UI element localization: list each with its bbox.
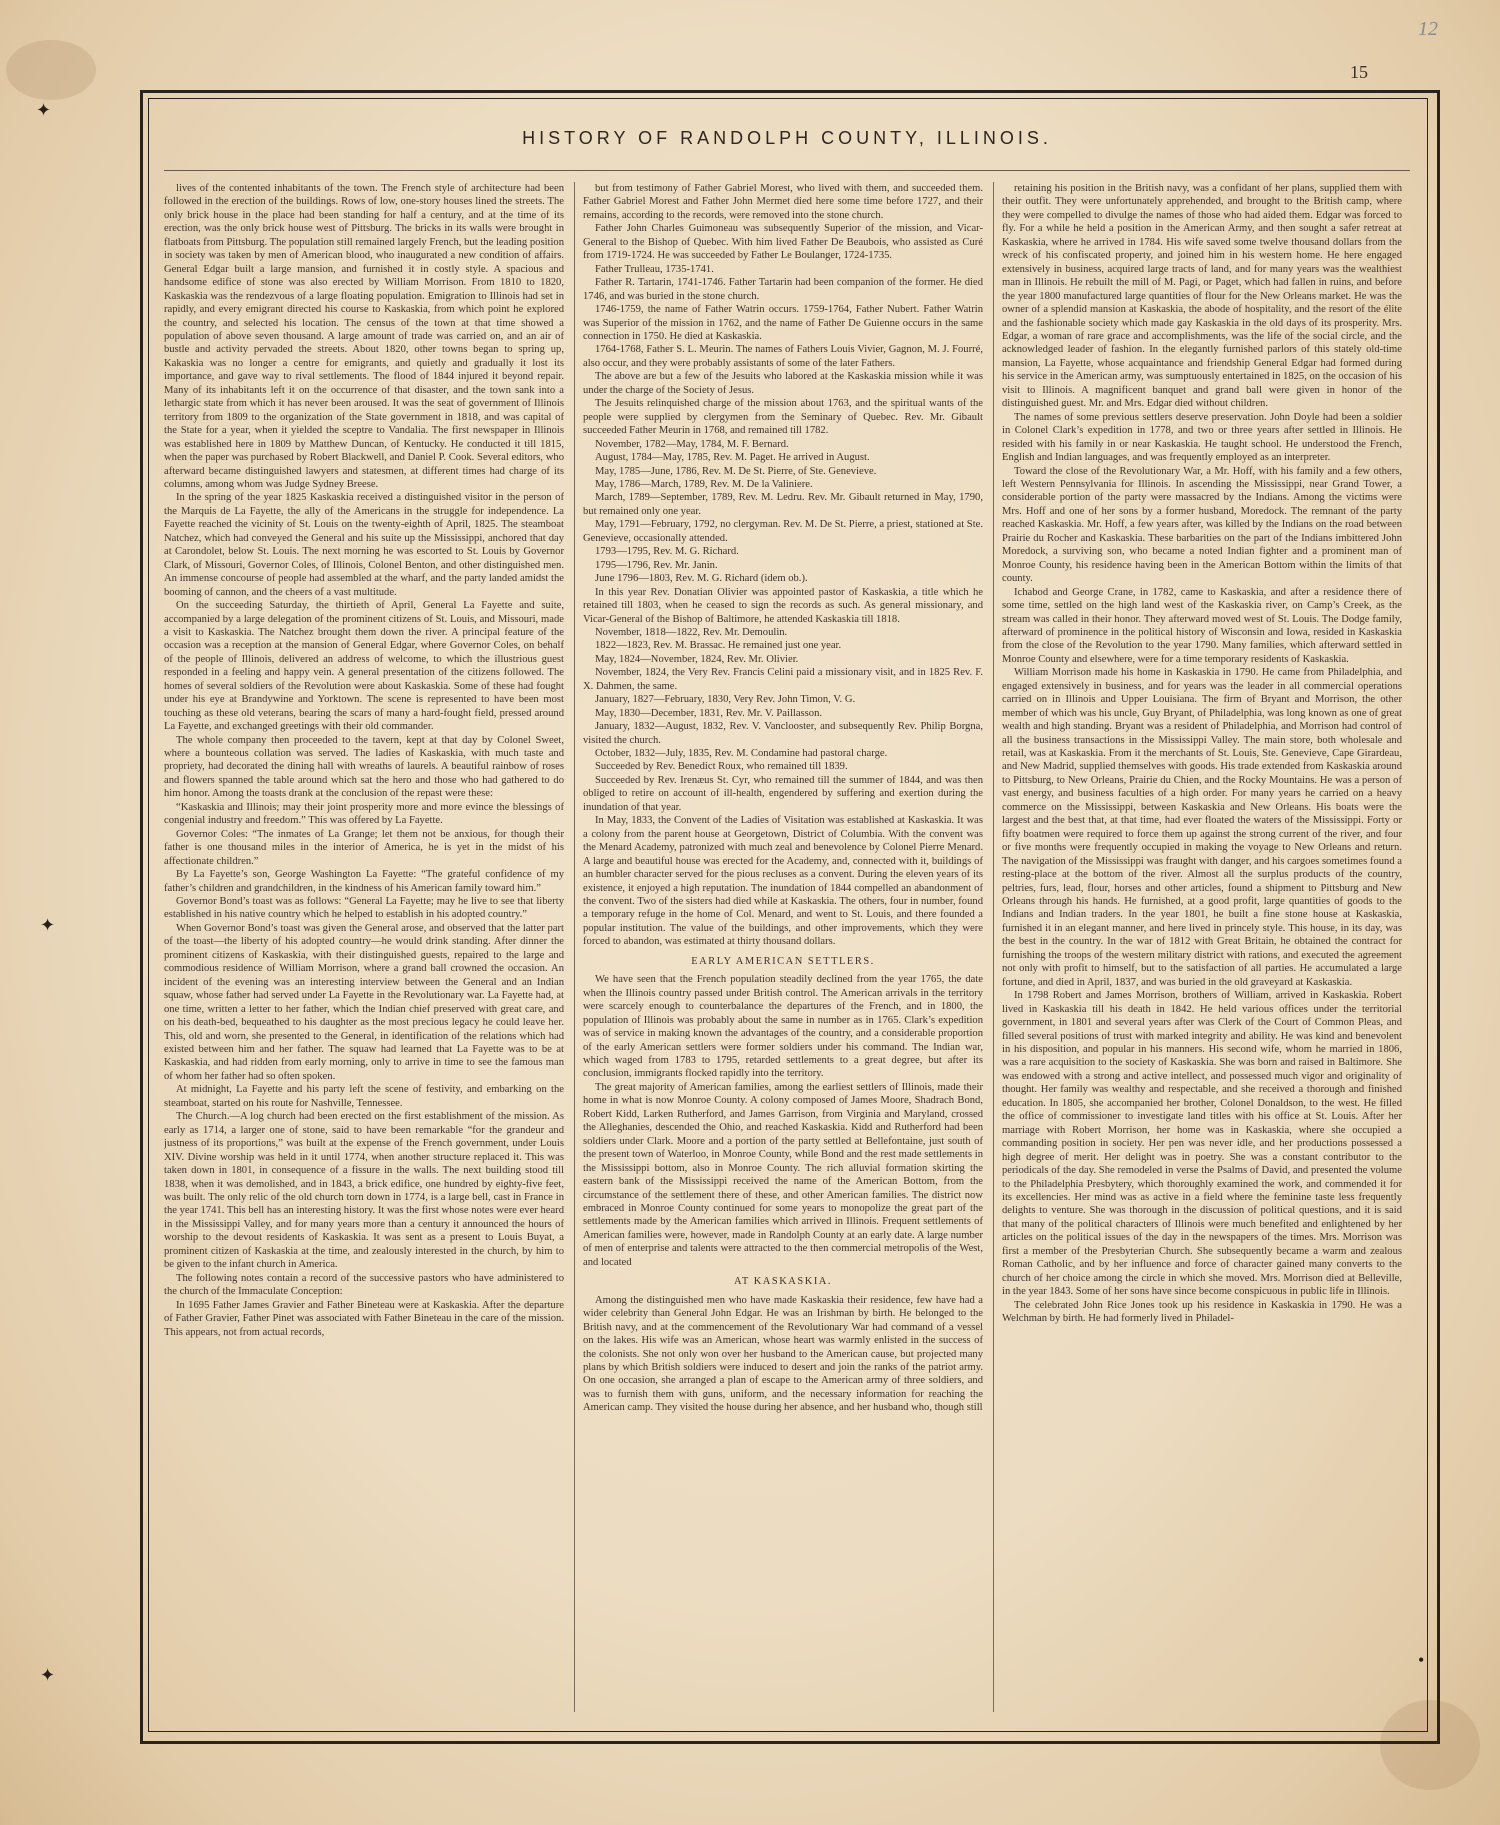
text-column-3 (1002, 182, 1402, 1712)
paragraph: 1764-1768, Father S. L. Meurin. The names of Fathers Louis Vivier, Gagnon, M. J. Fourré, also occur, and they were probably assistants of some of the later Fathers. (583, 344, 983, 369)
page-number: 15 (1350, 62, 1368, 82)
paragraph: November, 1824, the Very Rev. Francis Celini paid a missionary visit, and in 1825 Rev. F. X. Dahmen, the same. (583, 667, 983, 692)
paragraph: The Church.—A log church had been erected on the first establishment of the mission. As early as 1714, a larger one of stone, said to have been remarkable “for the grandeur and justness of its proportions,” was built at the expense of the French government, under Louis XIV. Divine worship was held in it until 1774, when another structure replaced it. This was taken down in 1801, in consequence of a fissure in the walls. The next building stood till 1838, when it was demolished, and in 1843, a brick edifice, one hundred by eighty-five feet, was built. The only relic of the old church torn down in 1774, is a large bell, cast in France in the year 1741. This bell has an interesting history. It was the first whose notes were ever heard in the Mississippi Valley, and for many years more than a century it announced the hours of worship to the devout residents of Kaskaskia. It was sent as a present to Louis Buyat, a prominent citizen of Kaskaskia at the time, and zealously interested in the church, by him to be given to the infant church in America. (164, 1111, 564, 1271)
paragraph: May, 1791—February, 1792, no clergyman. Rev. M. De St. Pierre, a priest, stationed at Ste. Genevieve, occasionally attended. (583, 519, 983, 544)
paragraph: 1793—1795, Rev. M. G. Richard. (595, 546, 739, 558)
paragraph: The names of some previous settlers deserve preservation. John Doyle had been a soldier in Colonel Clark’s expedition in 1778, and two or three years after settled in Illinois. He resided with his family in or near Kaskaskia. He taught school. He understood the French, English and Indian languages, and was frequently employed as an interpreter. (1002, 411, 1402, 464)
column-divider (574, 182, 575, 1712)
paragraph: Father Trulleau, 1735-1741. (595, 263, 714, 275)
tack-mark: ✦ (40, 1665, 56, 1685)
column-divider (993, 182, 994, 1712)
paragraph: The Jesuits relinquished charge of the mission about 1763, and the spiritual wants of the people were supplied by clergymen from the Seminary of Quebec. Rev. Mr. Gibault succeeded Father Meurin in 1768, and remained till 1782. (583, 398, 983, 437)
section-heading: EARLY AMERICAN SETTLERS. (691, 955, 875, 967)
paragraph: May, 1830—December, 1831, Rev. Mr. V. Paillasson. (595, 707, 823, 719)
paragraph: In this year Rev. Donatian Olivier was appointed pastor of Kaskaskia, a title which he retained till 1803, when he ceased to sign the records as such. As general missionary, and Vicar-General of the Bishop of Baltimore, he attended Kaskaskia till 1818. (583, 586, 983, 625)
text-column-1 (164, 182, 564, 1712)
paragraph: but from testimony of Father Gabriel Morest, who lived with them, and succeeded them. Father Gabriel Morest and Father John Mermet died here some time before 1727, and their remains, according to the records, were removed into the stone church. (583, 183, 983, 221)
paragraph: May, 1824—November, 1824, Rev. Mr. Olivier. (595, 653, 799, 665)
paragraph: Succeeded by Rev. Irenæus St. Cyr, who remained till the summer of 1844, and was then obliged to retire on account of ill-health, engendered by suffering and exertion during the inundation of that year. (583, 774, 983, 813)
paragraph: January, 1827—February, 1830, Very Rev. John Timon, V. G. (595, 694, 856, 706)
stain-mark (6, 40, 96, 100)
paragraph: By La Fayette’s son, George Washington La Fayette: “The grateful confidence of my father’s children and grandchildren, in the kindness of his American family toward him.” (164, 869, 564, 894)
paragraph: The whole company then proceeded to the tavern, kept at that day by Colonel Sweet, where a bounteous collation was served. The ladies of Kaskaskia, with much taste and propriety, had decorated the dining hall with wreaths of laurels. A beautiful rainbow of roses and flowers spanned the table around which sat the hero and those who had gathered to do him honor. Among the toasts drank at the conclusion of the repast were these: (164, 734, 564, 800)
paragraph: When Governor Bond’s toast was given the General arose, and observed that the latter part of the toast—the liberty of his adopted country—he would drink standing. After dinner the prominent citizens of Kaskaskia, with their distinguished guests, repaired to the large and commodious residence of William Morrison, where a grand ball crowned the occasion. An incident of the evening was an interesting interview between the General and an Indian squaw, whose father had served under La Fayette in the Revolutionary war. La Fayette had, at one time, written a letter to her father, which the Indian chief preserved with great care, and on his death-bed, bequeathed to his daughter as the most precious legacy he could leave her. This, old and worn, she presented to the General, in identification of the relations which had existed between him and her father. The squaw had learned that La Fayette was to be at Kaskaskia, and had ridden from early morning, only to arrive in time to see the famous man of whom her father had so often spoken. (164, 922, 564, 1082)
paragraph: Father R. Tartarin, 1741-1746. Father Tartarin had been companion of the former. He died 1746, and was buried in the stone church. (583, 277, 983, 302)
paragraph: In the spring of the year 1825 Kaskaskia received a distinguished visitor in the person of the Marquis de La Fayette, the ally of the Americans in the struggle for independence. La Fayette reached the vicinity of St. Louis on the twenty-eighth of April, 1825. The steamboat Natchez, which had conveyed the General and his suite up the Mississippi, anchored that day at Carondolet, below St. Louis. The next morning he was escorted to St. Louis by Governor Clark, of Missouri, Governor Coles, of Illinois, Colonel Benton, and other distinguished men. An immense concourse of people had assembled at the wharf, and the party landed amidst the booming of cannon, and the cheers of a vast multitude. (164, 492, 564, 598)
paragraph: William Morrison made his home in Kaskaskia in 1790. He came from Philadelphia, and engaged extensively in business, and for years was the leader in all commercial operations carried on in Illinois and Upper Louisiana. The firm of Bryant and Morrison, the other member of which was his uncle, Guy Bryant, of Philadelphia, was long known as one of great wealth and high standing. Bryant was a resident of Philadelphia, and Morrison had control of all the business transactions in the Mississippi Valley. The main store, both wholesale and retail, was at Kaskaskia. From it the merchants of St. Louis, Ste. Genevieve, Cape Girardeau, and New Madrid, supplied themselves with goods. His trade extended from Kaskaskia around to Pittsburg, to New Orleans, Prairie du Chien, and the Rocky Mountains. He was a person of vast energy, and business faculties of a high order. For many years he carried on a heavy commerce on the Mississippi, between Kaskaskia and New Orleans. His boats were the largest and the best that, at that time, had ever floated the waters of the Mississippi. Forty or fifty boatmen were required to force them up against the strong current of the river, and four or five months were frequently occupied in making the voyage to New Orleans and return. The navigation of the Mississippi was fraught with danger, and his cargoes sometimes found a resting-place at the bottom of the river. Almost all the surplus products of the country, peltries, furs, lead, flour, horses and other articles, found a shipment to Pittsburg and New Orleans through his hands. He furnished, at a good profit, large quantities of goods to the Indians and Indian traders. In the year 1801, he built a fine stone house at Kaskaskia, furnished it in an elegant manner, and here lived in princely style. This house, in its day, was the best in the country. In the war of 1812 with Great Britain, he obtained the contract for furnishing the troops of the western military district with rations, and executed the agreement not only with profit to himself, but to the satisfaction of all parties. He accumulated a large fortune, and died in April, 1837, and was buried in the old graveyard at Kaskaskia. (1002, 667, 1402, 988)
paragraph: August, 1784—May, 1785, Rev. M. Paget. He arrived in August. (595, 452, 870, 464)
paragraph: In 1798 Robert and James Morrison, brothers of William, arrived in Kaskaskia. Robert lived in Kaskaskia till his death in 1842. He held various offices under the territorial government, in 1801 and several years after was Clerk of the Court of Common Pleas, and filled several positions of trust with marked integrity and ability. He was kind and benevolent in his disposition, and popular in his manners. His second wife, whom he married in 1806, was a rare acquisition to the society of Kaskaskia. She was born and raised in Baltimore. She was endowed with a strong and active intellect, and possessed much vigor and originality of thought. Her family was wealthy and respectable, and she received a thorough and finished education. In 1805, she accompanied her brother, Colonel Donaldson, to the west. He filled the office of commissioner to investigate land titles with his office at St. Louis. After her marriage with Robert Morrison, her home was in Kaskaskia, where she occupied a commanding position in society. Her pen was never idle, and her productions possessed a high degree of merit. Her delight was in poetry. She was a constant contributor to the periodicals of the day. She remodeled in verse the Psalms of David, and presented the volume to the Philadelphia Presbytery, which thoroughly examined the work, and commended it for its excellencies. Her mind was as active in a field where the feminine taste less frequently delights to venture. She was thorough in the discussion of political questions, and it is said that many of the political characters of Illinois were much benefited and enlightened by her articles on the political issues of the day in the newspapers of the times. Mrs. Morrison was first a member of the Presbyterian Church. She subsequently became a warm and zealous Roman Catholic, and by her influence and force of character gained many converts to the church of her choice among the circle in which she moved. Mrs. Morrison died at Belleville, in the year 1843. Some of her sons have since become conspicuous in public life in Illinois. (1002, 990, 1402, 1298)
paragraph: In 1695 Father James Gravier and Father Bineteau were at Kaskaskia. After the departure of Father Gravier, Father Pinet was associated with Father Bineteau in the care of the mission. This appears, not from actual records, (164, 1299, 564, 1338)
paragraph: “Kaskaskia and Illinois; may their joint prosperity more and more evince the blessings of congenial industry and freedom.” This was offered by La Fayette. (164, 801, 564, 827)
paragraph: The great majority of American families, among the earliest settlers of Illinois, made their home in what is now Monroe County. A colony composed of James Moore, Shadrach Bond, Robert Kidd, Larken Rutherford, and James Garrison, from Virginia and Maryland, crossed the Alleghanies, descended the Ohio, and reached Kaskaskia. Kidd and Rutherford had been soldiers under Clark. Moore and a portion of the party settled at Bellefontaine, just south of the present town of Waterloo, in Monroe County, while Bond and the rest made settlements in the Mississippi bottom, also in Monroe County. The rich alluvial formation skirting the eastern bank of the Mississippi received the name of the American Bottom, from the circumstance of the settlement there of these, and other American families. The district now embraced in Monroe County continued for some years to monopolize the great part of the settlements made by the American families which arrived in Illinois. Frequent settlements of American families were, however, made in Randolph County at an early date. A large number of men of enterprise and talents were attracted to the then commercial metropolis of the West, and located (583, 1081, 983, 1268)
paragraph: On the succeeding Saturday, the thirtieth of April, General La Fayette and suite, accompanied by a large delegation of the prominent citizens of St. Louis, and Missouri, made a visit to Kaskaskia. The Natchez brought them down the river. A principal feature of the occasion was a reception at the mansion of General Edgar, where Governor Coles, on behalf of the people of Illinois, delivered an address of welcome, to which the illustrious guest responded in a feeling and happy vein. A general presentation of the citizens followed. The homes of several soldiers of the Revolution were about Kaskaskia. Some of these had fought under his eye at Brandywine and Yorktown. The scene is represented to have been most touching as these old veterans, bearing the scars of many a hard-fought field, pressed around La Fayette, and exchanged greetings with their old commander. (164, 600, 564, 733)
paragraph: May, 1785—June, 1786, Rev. M. De St. Pierre, of Ste. Genevieve. (595, 465, 877, 477)
paragraph: Succeeded by Rev. Benedict Roux, who remained till 1839. (595, 761, 848, 773)
page-title: HISTORY OF RANDOLPH COUNTY, ILLINOIS. (522, 128, 1052, 148)
paragraph: Toward the close of the Revolutionary War, a Mr. Hoff, with his family and a few others, left Western Pennsylvania for Illinois. In ascending the Mississippi, near Grand Tower, a considerable portion of the party were massacred by the Indians. Among the victims were Mrs. Hoff and one of her sons by a former husband, Moredock. The remnant of the party reached Kaskaskia. Mr. Hoff, a few years after, was killed by the Indians on the road between Prairie du Rocher and Kaskaskia. These barbarities on the part of the Indians imbittered John Moredock, a surviving son, who became a noted Indian fighter and a prominent man of Monroe County, his residence having been in the American Bottom within the limits of that county. (1002, 465, 1402, 585)
paragraph: May, 1786—March, 1789, Rev. M. De la Valiniere. (595, 478, 813, 490)
paragraph: We have seen that the French population steadily declined from the year 1765, the date when the Illinois country passed under British control. The American arrivals in the territory were scarcely enough to counterbalance the departures of the French, and in 1800, the population of Illinois was probably about the same in number as in 1765. Clark’s expedition was of service in making known the advantages of the country, and a considerable proportion of the early American settlers were former soldiers under his command. The Indian war, which waged from 1783 to 1795, retarded settlements to a great degree, but after its conclusion, immigrants flocked rapidly into the territory. (583, 974, 983, 1080)
paragraph: 1822—1823, Rev. M. Brassac. He remained just one year. (595, 640, 842, 652)
tack-mark: • (1418, 1650, 1425, 1670)
tack-mark: ✦ (40, 915, 56, 935)
tack-mark: ✦ (36, 100, 52, 120)
title-divider (164, 170, 1410, 171)
paragraph: Governor Bond’s toast was as follows: “General La Fayette; may he live to see that liberty established in his native country which he helped to establish in his adopted country.” (164, 896, 564, 921)
paragraph: Governor Coles: “The inmates of La Grange; let them not be anxious, for though their father is one thousand miles in the interior of America, he is yet in the midst of his affectionate children.” (164, 828, 564, 867)
text-column-2 (583, 182, 983, 1712)
paragraph: November, 1782—May, 1784, M. F. Bernard. (595, 438, 789, 450)
paragraph: retaining his position in the British navy, was a confidant of her plans, supplied them with their outfit. They were unfortunately apprehended, and brought to the British camp, where they were compelled to divulge the names of those who had aided them. Edgar was forced to fly. For a while he held a position in the American Army, and then sought a safer retreat at Kaskaskia, where he arrived in 1784. His wife saved some twelve thousand dollars from the wreck of his confiscated property, and joined him in his western home. He here engaged extensively in business, acquired large tracts of land, and for many years was the wealthiest man in Illinois. He rebuilt the mill of M. Pagi, or Paget, which had fallen in ruins, and before the year 1800 manufactured large quantities of flour for the New Orleans market. He was the owner of a splendid mansion at Kaskaskia, the abode of hospitality, and the resort of the élite and the fashionable society which made gay Kaskaskia in the old days of its prosperity. Mrs. Edgar, a woman of rare grace and accomplishments, was the life of the social circle, and the acknowledged leader of fashion. In the elegantly furnished parlors of this stately old-time mansion, La Fayette, whose acquaintance and friendship General Edgar had formed during his service in the American army, was sumptuously entertained in 1825, on the occasion of his visit to Illinois. A magnificent banquet and grand ball were given in honor of the distinguished guest. Mr. and Mrs. Edgar died without children. (1002, 183, 1402, 410)
paragraph: 1746-1759, the name of Father Watrin occurs. 1759-1764, Father Nubert. Father Watrin was Superior of the mission in 1762, and the name of Father De Guienne occurs in the same connection in 1750. He died at Kaskaskia. (583, 304, 983, 342)
paragraph: The celebrated John Rice Jones took up his residence in Kaskaskia in 1790. He was a Welchman by birth. He had formerly lived in Philadel- (1002, 1299, 1402, 1325)
paragraph: The above are but a few of the Jesuits who labored at the Kaskaskia mission while it was under the charge of the Society of Jesus. (583, 371, 983, 396)
paragraph: In May, 1833, the Convent of the Ladies of Visitation was established at Kaskaskia. It was a colony from the parent house at Georgetown, District of Columbia. With the convent was the Menard Academy, patronized with much zeal and benevolence by Colonel Pierre Menard. A large and beautiful house was erected for the Academy, and, connected with it, buildings of an humbler character served for the pious recluses as a convent. During the eleven years of its existence, it enjoyed a high reputation. The inundation of 1844 compelled an abandonment of the convent. Two of the sisters had died while at Kaskaskia. The others, four in number, found a temporary refuge in the home of Col. Menard, and went to St. Louis, and there founded a popular institution. The value of the buildings, and other improvements, which they were forced to abandon, was estimated at thirty thousand dollars. (583, 815, 983, 948)
paragraph: Among the distinguished men who have made Kaskaskia their residence, few have had a wider celebrity than General John Edgar. He was an Irishman by birth. He belonged to the British navy, and at the commencement of the Revolutionary War had command of a vessel on the lakes. His wife was an American, whose heart was warmly enlisted in the success of the colonists. She not only won over her husband to the American cause, but projected many plans by which British soldiers were induced to desert and join the ranks of the patriot army. On one occasion, she arranged a plan of escape to the American army of three soldiers, and was to furnish them with guns, uniform, and the necessary information for reaching the American camp. They visited the house during her absence, and her husband who, though still (583, 1294, 983, 1414)
section-heading: AT KASKASKIA. (733, 1276, 833, 1288)
paragraph: At midnight, La Fayette and his party left the scene of festivity, and embarking on the steamboat, started on his route for Nashville, Tennessee. (164, 1084, 564, 1109)
paragraph: Ichabod and George Crane, in 1782, came to Kaskaskia, and after a residence there of some time, settled on the high land west of the Kaskaskia river, on Camp’s Creek, as the stream was called in their honor. They afterward moved west of St. Louis. The Dodge family, afterward of prominence in the political history of Wisconsin and Iowa, resided in Kaskaskia from the close of the Revolution to the year 1790. Many families, which afterward settled in Monroe County and elsewhere, were for a time temporary residents of Kaskaskia. (1002, 586, 1402, 665)
paragraph: October, 1832—July, 1835, Rev. M. Condamine had pastoral charge. (595, 748, 888, 760)
paragraph: Father John Charles Guimoneau was subsequently Superior of the mission, and Vicar-General to the Bishop of Quebec. With him lived Father De Beaubois, who assisted as Curé from 1719-1724. He was succeeded by Father Le Boulanger, 1724-1735. (583, 223, 983, 262)
paragraph: The following notes contain a record of the successive pastors who have administered to the church of the Immaculate Conception: (164, 1272, 564, 1298)
paragraph: 1795—1796, Rev. Mr. Janin. (595, 559, 718, 571)
paragraph: lives of the contented inhabitants of the town. The French style of architecture had been followed in the erection of the buildings. Rows of low, one-story houses lined the streets. The only brick house in the place had been standing for half a century, and at the time of its erection, was the only brick house west of Pittsburg. The bricks in its walls were brought in flatboats from Pittsburg. The population still remained largely French, but the leading position in society was taken by men of American blood, who inaugurated a new condition of affairs. General Edgar built a large mansion, and furnished it in costly style. A spacious and handsome edifice of stone was also erected by William Morrison. From 1810 to 1820, Kaskaskia was the rendezvous of a large floating population. Emigration to Illinois had set in rapidly, and every emigrant directed his course to Kaskaskia, from which point he explored the country, and selected his location. The census of the town at that time showed a population of above seven thousand. A large amount of trade was carried on, and an air of bustle and activity pervaded the streets. About 1820, other towns began to spring up, Kakaskia was no longer a centre for emigrants, and quietly and gradually it lost its importance, and gave way to rival settlements. The flood of 1844 injured it beyond repair. Many of its inhabitants left it on the occurrence of that disaster, and the town sank into a lethargic state from which it has never been aroused. It was the seat of government of Illinois territory from 1809 to the organization of the State government in 1818, and was capital of the State for a year, when it yielded the sceptre to Vandalia. The first newspaper in Illinois was established here in 1809 by Matthew Duncan, of Kentucky. He conducted it till 1815, when the paper was purchased by Robert Blackwell, and Daniel P. Cook. Several editors, who afterward became distinguished lawyers and statesmen, at different times had charge of its columns, among whom was Judge Sydney Breese. (164, 183, 564, 490)
paragraph: January, 1832—August, 1832, Rev. V. Vanclooster, and subsequently Rev. Philip Borgna, visited the church. (583, 721, 983, 746)
paragraph: June 1796—1803, Rev. M. G. Richard (idem ob.). (595, 573, 808, 585)
paragraph: November, 1818—1822, Rev. Mr. Demoulin. (595, 626, 788, 638)
pencil-annotation: 12 (1418, 18, 1438, 40)
paragraph: March, 1789—September, 1789, Rev. M. Ledru. Rev. Mr. Gibault returned in May, 1790, but remained only one year. (583, 492, 983, 517)
